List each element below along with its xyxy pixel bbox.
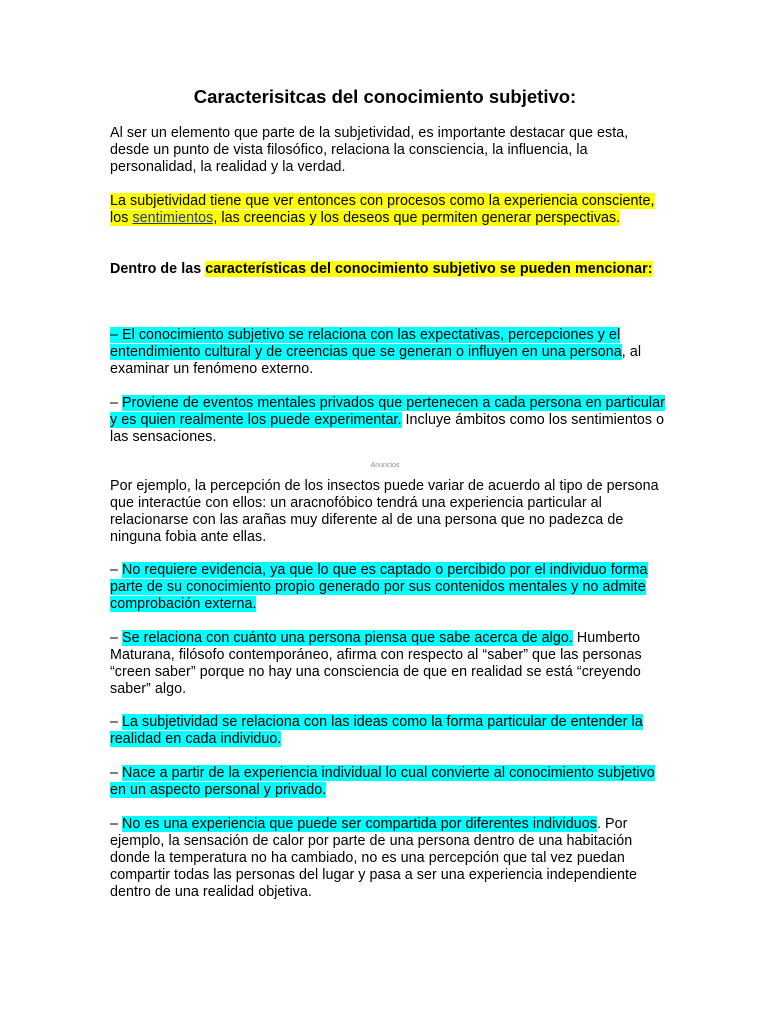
dash: – bbox=[110, 630, 123, 646]
plain-text: Incluye ámbitos como los sentimientos o las sensaciones. bbox=[110, 412, 665, 445]
dash: – bbox=[110, 395, 123, 411]
page-title: Caracterisitcas del conocimiento subjetivo: bbox=[193, 86, 577, 107]
sentimientos-link[interactable]: sentimientos bbox=[132, 210, 214, 226]
list-item-private-events bbox=[110, 395, 670, 446]
list-item-not-shared bbox=[110, 816, 670, 901]
highlight-text: Nace a partir de la experiencia individual lo cual convierte al conocimiento subjetivo en un aspecto personal y privado. bbox=[110, 765, 655, 798]
heading-lead: Dentro de las bbox=[110, 261, 206, 277]
subjectivity-paragraph bbox=[110, 193, 670, 227]
highlight-text: Proviene de eventos mentales privados que pertenecen a cada persona en particular y es quien realmente los puede experimentar. bbox=[110, 395, 665, 428]
dash: – bbox=[110, 562, 123, 578]
dash: – bbox=[110, 714, 123, 730]
highlight-text: La subjetividad tiene que ver entonces con procesos como la experiencia consciente, los bbox=[110, 193, 655, 226]
list-item-ideas bbox=[110, 714, 670, 748]
highlight-text: No requiere evidencia, ya que lo que es captado o percibido por el individuo forma parte de su conocimiento propio generado por sus contenidos mentales y no admite comprobación externa. bbox=[110, 562, 648, 612]
dash: – bbox=[110, 765, 123, 781]
ads-label: Anuncios bbox=[370, 462, 400, 469]
plain-text: Humberto Maturana, filósofo contemporáneo, afirma con respecto al “saber” que las personas “creen saber” porque no hay una consciencia de que en realidad se está “creyendo saber” algo. bbox=[110, 630, 642, 697]
plain-text: . Por ejemplo, la sensación de calor por parte de una persona dentro de una habitación donde la temperatura no ha cambiado, no es una percepción que tal vez puedan compartir todas las personas del lugar y pasa a ser una experiencia independiente dentro de una realidad objetiva. bbox=[110, 816, 638, 900]
list-item-no-evidence bbox=[110, 562, 670, 613]
highlight-text: No es una experiencia que puede ser compartida por diferentes individuos bbox=[122, 816, 597, 832]
characteristics-heading bbox=[110, 261, 670, 278]
dash: – bbox=[110, 816, 123, 832]
intro-paragraph: Al ser un elemento que parte de la subjetividad, es importante destacar que esta, desde un punto de vista filosófico, relaciona la consciencia, la influencia, la personalidad, la realidad y la verdad. bbox=[110, 125, 629, 175]
highlight-text: Se relaciona con cuánto una persona piensa que sabe acerca de algo. bbox=[122, 630, 573, 646]
highlight-text: – El conocimiento subjetivo se relaciona con las expectativas, percepciones y el entendimiento cultural y de creencias que se generan o influyen en una persona bbox=[110, 327, 622, 360]
example-paragraph: Por ejemplo, la percepción de los insectos puede variar de acuerdo al tipo de persona que interactúe con ellos: un aracnofóbico tendrá una experiencia particular al relacionarse con las arañas muy diferente al de una persona que no padezca de ninguna fobia ante ellas. bbox=[110, 478, 659, 545]
list-item-knowing bbox=[110, 630, 670, 698]
plain-text: , al examinar un fenómeno externo. bbox=[110, 344, 642, 377]
list-item-expectations bbox=[110, 327, 670, 378]
highlight-text: , las creencias y los deseos que permiten generar perspectivas. bbox=[213, 210, 621, 226]
list-item-individual-experience bbox=[110, 765, 670, 799]
heading-highlight: características del conocimiento subjetivo se pueden mencionar: bbox=[205, 261, 653, 277]
highlight-text: La subjetividad se relaciona con las ideas como la forma particular de entender la realidad en cada individuo. bbox=[110, 714, 643, 747]
